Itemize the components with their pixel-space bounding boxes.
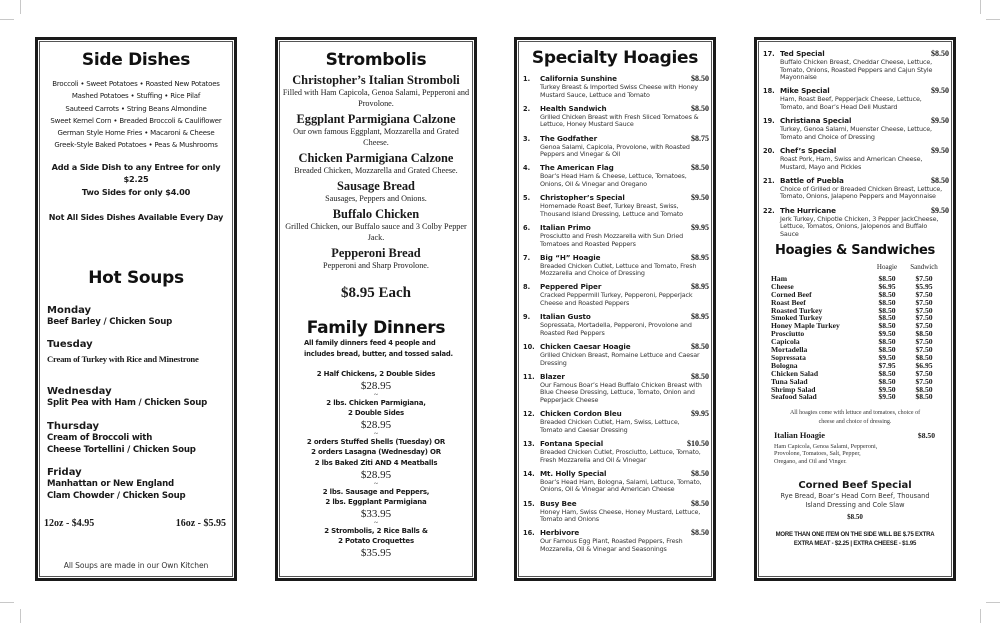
item-name: Mt. Holly Special [540, 468, 607, 478]
family-dinner-line: 2 lbs. Sausage and Peppers, [322, 487, 430, 496]
item-number: 3. [523, 134, 531, 143]
item-desc: Breaded Chicken Cutlet, Prosciutto, Lettuce, Tomato, Fresh Mozzarella and Oil & Vinegar [540, 447, 701, 464]
menu-item [523, 223, 709, 248]
item-desc: Prosciutto and Fresh Mozzarella with Sun Dried Tomatoes and Roasted Peppers [540, 231, 684, 248]
item-desc: Turkey, Genoa Salami, Muenster Cheese, Lettuce, Tomato and Choice of Dressing [780, 125, 932, 141]
row-sandwich-price: $5.95 [915, 281, 933, 291]
item-desc: Honey Ham, Swiss Cheese, Honey Mustard, Lettuce, Tomato and Onions [540, 507, 701, 524]
stromboli-item [278, 151, 474, 176]
stromboli-desc: Filled with Ham Capicola, Genoa Salami, Pepperoni and Provolone. [282, 88, 470, 108]
item-number: 7. [523, 253, 531, 262]
item-price: $8.50 [691, 74, 709, 83]
item-desc: Grilled Chicken Breast, Romaine Lettuce and Caesar Dressing [540, 351, 700, 367]
family-dinner-price: $28.95 [360, 379, 392, 392]
hoagies-note-line: All hoagies come with lettuce and tomatoes, choice of [789, 410, 921, 417]
stromboli-item [278, 73, 474, 109]
item-price: $8.50 [691, 371, 709, 381]
crop-mark [20, 0, 21, 14]
item-desc: Breaded Chicken Cutlet, Ham, Swiss, Lettuce, Tomato and Caesar Dressing [540, 418, 680, 434]
extras-note [757, 531, 953, 549]
item-name: Chicken Caesar Hoagie [540, 342, 631, 352]
item-name: Health Sandwich [540, 103, 607, 113]
item-price: $9.50 [931, 86, 949, 96]
item-price: $8.50 [691, 163, 709, 173]
soup-day-friday [47, 466, 230, 502]
item-name: Peppered Piper [540, 282, 602, 292]
item-number: 20. [763, 146, 775, 155]
hot-soups-title: Hot Soups [88, 268, 184, 288]
extras-line: MORE THAN ONE ITEM ON THE SIDE WILL BE $.75 EXTRA [775, 531, 935, 538]
item-desc: Genoa Salami, Capicola, Provolone, with Roasted Peppers and Vinegar & Oil [540, 142, 690, 159]
item-desc: Ham, Roast Beef, Pepperjack Cheese, Lettuce, Tomato, and Boar’s Head Deli Mustard [780, 95, 922, 111]
soups-footer: All Soups are made in our Own Kitchen [63, 561, 209, 570]
stromboli-desc: Grilled Chicken, our Buffalo sauce and 3 Colby Pepper Jack. [285, 222, 467, 242]
stromboli-name: Pepperoni Bread [331, 246, 421, 260]
corned-beef-title: Corned Beef Special [798, 479, 912, 491]
crop-mark [980, 0, 981, 14]
side-dishes-list [38, 78, 234, 152]
soup-day-text: Beef Barley / Chicken Soup [47, 317, 173, 327]
item-name: Italian Primo [540, 222, 591, 232]
row-hoagie-price: $8.50 [878, 273, 896, 283]
item-desc: Our Famous Egg Plant, Roasted Peppers, Fresh Mozzarella, Oil & Vinegar and Seasonings [540, 537, 683, 553]
row-hoagie-price: $8.50 [878, 321, 896, 331]
family-dinner-line: 2 lbs. Eggplant Parmigiana [325, 498, 427, 507]
item-name: Christopher’s Special [540, 193, 625, 203]
row-name: Capicola [771, 337, 800, 347]
item-number: 13. [523, 439, 535, 448]
item-name: Blazer [540, 371, 565, 381]
corned-beef-desc [757, 491, 953, 510]
family-dinner-item [278, 437, 474, 487]
item-number: 21. [763, 176, 775, 185]
soup-day-name: Monday [47, 305, 92, 316]
row-name: Tuna Salad [771, 376, 808, 386]
stromboli-name: Chicken Parmigiana Calzone [298, 151, 454, 165]
stromboli-name: Christopher’s Italian Stromboli [292, 73, 460, 87]
row-hoagie-price: $6.95 [878, 281, 896, 291]
soup-day-name: Thursday [47, 421, 100, 432]
family-dinner-line: 2 Strombolis, 2 Rice Balls & [324, 526, 428, 535]
menu-item [763, 146, 949, 171]
col-hoagie: Hoagie [876, 262, 898, 271]
specialty-hoagies-list [517, 74, 713, 554]
family-dinners-list [278, 369, 474, 559]
item-desc: Grilled Chicken Breast with Fresh Sliced Tomatoes & Lettuce, Honey Mustard Sauce [540, 112, 699, 129]
family-dinner-item [278, 369, 474, 398]
row-name: Smoked Turkey [771, 313, 823, 323]
menu-item [523, 342, 709, 367]
row-hoagie-price: $8.50 [878, 368, 896, 378]
family-intro-line: All family dinners feed 4 people and [304, 339, 436, 347]
item-desc: Our Famous Boar’s Head Buffalo Chicken Breast with Blue Cheese Dressing, Lettuce, Tomato, Onion and Pepperjack Cheese [540, 380, 702, 404]
italian-desc-line: Oregano, and Oil and Vinger. [774, 458, 847, 466]
item-price: $9.95 [691, 409, 709, 419]
item-number: 2. [523, 104, 531, 113]
item-price: $10.50 [687, 438, 709, 448]
item-name: Chef’s Special [780, 145, 837, 155]
side-dishes-line: Greek-Style Baked Potatoes • Peas & Mushrooms [54, 141, 218, 150]
family-dinner-line: 2 orders Lasagna (Wednesday) OR [311, 448, 441, 457]
menu-item [763, 49, 949, 82]
row-name: Chicken Salad [771, 368, 819, 378]
item-price: $8.50 [931, 49, 949, 58]
soup-size-small: 12oz - $4.95 [44, 518, 95, 529]
row-sandwich-price: $8.50 [915, 329, 933, 339]
hoagies-note [757, 409, 953, 426]
item-number: 4. [523, 164, 531, 173]
item-name: Big “H” Hoagie [540, 252, 601, 262]
price-table-header [757, 263, 953, 271]
family-dinner-price: $35.95 [360, 546, 392, 559]
soup-day-name: Tuesday [47, 339, 93, 350]
row-hoagie-price: $9.50 [878, 352, 896, 362]
italian-desc-line: Ham Capicola, Genoa Salami, Pepperoni, [774, 442, 878, 450]
row-sandwich-price: $7.50 [915, 368, 933, 378]
corned-beef-price: $8.50 [847, 512, 863, 521]
item-number: 10. [523, 343, 535, 352]
stromboli-desc: Breaded Chicken, Mozzarella and Grated Cheese. [294, 166, 458, 175]
menu-item [523, 163, 709, 188]
menu-item [523, 528, 709, 553]
stromboli-desc: Sausages, Peppers and Onions. [325, 194, 427, 203]
row-name: Shrimp Salad [771, 384, 816, 394]
item-desc: Boar’s Head Ham & Cheese, Lettuce, Tomatoes, Onions, Oil & Vinegar and Oregano [540, 172, 687, 188]
italian-hoagie-name: Italian Hoagie [774, 430, 825, 440]
item-desc: Buffalo Chicken Breast, Cheddar Cheese, Lettuce, Tomato, Onions, Roasted Peppers and Cajun Style Mayonnaise [780, 58, 933, 82]
crop-mark [0, 602, 14, 603]
row-name: Ham [771, 273, 788, 283]
family-intro-line: includes bread, butter, and tossed salad. [304, 349, 453, 358]
item-desc: Jerk Turkey, Chipotle Chicken, 3 Pepper JackCheese, Lettuce, Tomatos, Onions, Jalopenos and Buffalo Sauce [780, 214, 939, 238]
item-name: Chicken Cordon Bleu [540, 409, 622, 419]
menu-item [763, 176, 949, 201]
side-dishes-line: German Style Home Fries • Macaroni & Cheese [57, 129, 215, 138]
soup-day-name: Friday [47, 467, 82, 478]
separator-tilde: ~ [374, 518, 378, 527]
soup-sizes [44, 518, 226, 529]
stromboli-item [278, 112, 474, 148]
item-number: 14. [523, 469, 535, 478]
item-desc: Homemade Roast Beef, Turkey Breast, Swiss, Thousand Island Dressing, Lettuce and Tomato [540, 202, 683, 218]
item-desc: Choice of Grilled or Breaded Chicken Breast, Lettuce, Tomato, Onions, Jalapeno Peppers and Mayonnaise [780, 184, 943, 201]
row-hoagie-price: $8.50 [878, 337, 896, 347]
item-name: The Godfather [540, 133, 598, 143]
row-name: Sopressata [771, 352, 806, 362]
menu-item [523, 372, 709, 405]
soup-day-text: Manhattan or New England [47, 479, 174, 489]
stromboli-item [278, 246, 474, 271]
item-name: Italian Gusto [540, 312, 591, 322]
item-number: 16. [523, 529, 535, 538]
row-sandwich-price: $6.95 [915, 360, 933, 370]
price-table [757, 275, 953, 402]
family-dinner-price: $28.95 [360, 418, 392, 431]
row-name: Cheese [771, 281, 794, 291]
stromboli-desc: Pepperoni and Sharp Provolone. [323, 261, 429, 270]
item-price: $9.50 [931, 145, 949, 155]
menu-item [523, 134, 709, 159]
item-name: Fontana Special [540, 438, 604, 448]
separator-tilde: ~ [374, 429, 378, 438]
item-desc: Turkey Breast & Imported Swiss Cheese with Honey Mustard Sauce, Lettuce and Tomato [540, 83, 698, 99]
side-dishes-line: Broccoli • Sweet Potatoes • Roasted New Potatoes [52, 80, 220, 88]
row-sandwich-price: $7.50 [915, 376, 933, 386]
item-name: Busy Bee [540, 498, 577, 508]
italian-desc-line: Provolone, Tomatoes, Salt, Pepper, [774, 450, 861, 458]
item-number: 19. [763, 117, 775, 126]
strombolis-price: $8.95 Each [340, 285, 411, 301]
item-number: 11. [523, 372, 535, 381]
italian-hoagie [757, 431, 953, 440]
stromboli-name: Eggplant Parmigiana Calzone [296, 112, 456, 126]
panel-hoagies-sandwiches [754, 37, 956, 581]
row-hoagie-price: $8.50 [878, 297, 896, 307]
soup-day-wednesday [47, 385, 230, 410]
row-sandwich-price: $8.50 [915, 392, 933, 402]
stromboli-item [278, 179, 474, 204]
row-hoagie-price: $9.50 [878, 392, 896, 402]
italian-hoagie-desc [757, 440, 953, 466]
family-dinner-line: 2 lbs Baked Ziti AND 4 Meatballs [314, 458, 438, 467]
row-sandwich-price: $7.50 [915, 313, 933, 323]
row-name: Roast Beef [771, 297, 806, 307]
item-price: $8.50 [691, 103, 709, 113]
stromboli-name: Sausage Bread [337, 179, 415, 193]
side-offer-line: Add a Side Dish to any Entree for only $2.25 [51, 161, 221, 185]
item-desc: Roast Pork, Ham, Swiss and American Cheese, Mustard, Mayo and Pickles [780, 154, 923, 171]
family-dinner-line: 2 orders Stuffed Shells (Tuesday) OR [306, 437, 446, 446]
item-price: $8.95 [691, 282, 709, 292]
corned-beef-desc-line: Rye Bread, Boar’s Head Corn Beef, Thousand [780, 491, 930, 500]
item-number: 6. [523, 223, 531, 232]
corned-beef-desc-line: Island Dressing and Cole Slaw [805, 500, 905, 509]
row-sandwich-price: $7.50 [915, 345, 933, 355]
family-dinner-line: 2 Potato Croquettes [338, 537, 414, 546]
more-specials-list [757, 49, 953, 238]
panel-sides-soups [35, 37, 237, 581]
menu-item [763, 116, 949, 141]
row-name: Roasted Turkey [771, 305, 823, 315]
row-sandwich-price: $7.50 [915, 321, 933, 331]
hoagies-note-line: cheese and choice of dressing. [818, 418, 892, 425]
item-number: 22. [763, 206, 775, 215]
row-sandwich-price: $7.50 [915, 273, 933, 283]
item-name: Ted Special [780, 49, 825, 58]
italian-hoagie-price: $8.50 [917, 430, 935, 440]
item-price: $8.50 [691, 342, 709, 352]
hoagies-sandwiches-title: Hoagies & Sandwiches [775, 242, 935, 258]
item-price: $8.50 [931, 175, 949, 185]
row-hoagie-price: $8.50 [878, 289, 896, 299]
soup-day-name: Wednesday [47, 386, 112, 397]
separator-tilde: ~ [374, 479, 378, 488]
row-hoagie-price: $8.50 [878, 305, 896, 315]
item-price: $8.50 [691, 468, 709, 478]
item-price: $9.95 [691, 222, 709, 232]
separator-tilde: ~ [374, 390, 378, 399]
row-name: Bologna [771, 360, 798, 370]
row-hoagie-price: $9.50 [878, 384, 896, 394]
row-name: Seafood Salad [771, 392, 817, 402]
soup-size-large: 16oz - $5.95 [175, 518, 226, 529]
row-name: Honey Maple Turkey [771, 321, 840, 331]
row-sandwich-price: $7.50 [915, 289, 933, 299]
item-price: $9.50 [931, 205, 949, 215]
menu-item [523, 469, 709, 494]
menu-item [763, 206, 949, 239]
side-dishes-note: Not All Sides Dishes Available Every Day [48, 212, 224, 222]
side-dishes-line: Mashed Potatoes • Stuffing • Rice Pilaf [71, 92, 201, 101]
item-number: 5. [523, 194, 531, 203]
item-desc: Breaded Chicken Cutlet, Lettuce and Tomato, Fresh Mozzarella and Choice of Dressing [540, 261, 697, 278]
menu-item [523, 409, 709, 434]
crop-mark [986, 602, 1000, 603]
item-number: 9. [523, 313, 531, 322]
row-name: Prosciutto [771, 329, 805, 339]
family-dinner-line: 2 lbs. Chicken Parmigiana, [326, 398, 426, 407]
row-name: Mortadella [771, 345, 808, 355]
soup-day-tuesday [47, 338, 230, 366]
soup-day-text: Split Pea with Ham / Chicken Soup [47, 398, 208, 408]
crop-mark [980, 609, 981, 623]
item-number: 1. [523, 75, 531, 83]
crop-mark [20, 609, 21, 623]
table-row [757, 393, 953, 401]
item-price: $8.95 [691, 252, 709, 262]
item-price: $8.75 [691, 133, 709, 143]
family-dinner-price: $33.95 [360, 507, 392, 520]
item-number: 17. [763, 50, 775, 58]
family-dinner-price: $28.95 [360, 468, 392, 481]
menu-item [523, 499, 709, 524]
item-number: 15. [523, 499, 535, 508]
item-name: Battle of Puebla [780, 175, 844, 185]
item-desc: Sopressata, Mortadella, Pepperoni, Provolone and Roasted Red Peppers [540, 321, 692, 337]
item-name: Christiana Special [780, 116, 852, 126]
crop-mark [986, 19, 1000, 20]
soup-day-text: Cheese Tortellini / Chicken Soup [47, 444, 196, 455]
menu-item [523, 104, 709, 129]
item-name: The Hurricane [780, 205, 836, 215]
row-sandwich-price: $8.50 [915, 352, 933, 362]
item-price: $8.50 [691, 498, 709, 508]
extras-line: EXTRA MEAT - $2.25 | EXTRA CHEESE - $1.95 [793, 540, 917, 547]
item-number: 18. [763, 87, 775, 96]
item-name: Mike Special [780, 86, 830, 96]
soup-day-text: Cream of Broccoli with [47, 433, 153, 443]
soup-day-monday [47, 304, 230, 329]
menu-item [523, 282, 709, 307]
family-dinner-item [278, 526, 474, 559]
side-dishes-title: Side Dishes [81, 50, 191, 70]
item-name: California Sunshine [540, 74, 617, 83]
family-dinners-title: Family Dinners [306, 318, 446, 338]
row-hoagie-price: $8.50 [878, 376, 896, 386]
side-offer-line: Two Sides for only $4.00 [81, 186, 191, 197]
row-hoagie-price: $9.50 [878, 329, 896, 339]
family-dinner-item [278, 398, 474, 437]
family-dinner-line: 2 Half Chickens, 2 Double Sides [316, 370, 436, 378]
menu-item [523, 439, 709, 464]
menu-item [763, 86, 949, 111]
menu-item [523, 74, 709, 99]
soup-day-thursday [47, 420, 230, 456]
menu-item [523, 193, 709, 218]
row-sandwich-price: $7.50 [915, 305, 933, 315]
family-dinner-item [278, 487, 474, 526]
item-desc: Boar’s Head Ham, Bologna, Salami, Lettuce, Tomato, Onions, Oil & Vinegar and American Cheese [540, 477, 702, 494]
side-dishes-line: Sweet Kernel Corn • Breaded Broccoli & Cauliflower [50, 116, 222, 125]
item-price: $9.50 [931, 116, 949, 126]
family-dinners-intro [278, 338, 474, 359]
strombolis-title: Strombolis [325, 50, 427, 70]
soup-day-text: Clam Chowder / Chicken Soup [47, 490, 186, 501]
panel-specialty-hoagies [514, 37, 716, 581]
item-desc: Cracked Peppermill Turkey, Pepperoni, Pepperjack Cheese and Roasted Peppers [540, 291, 693, 308]
row-name: Corned Beef [771, 289, 812, 299]
item-price: $8.95 [691, 312, 709, 322]
row-sandwich-price: $7.50 [915, 337, 933, 347]
strombolis-list [278, 73, 474, 271]
row-sandwich-price: $8.50 [915, 384, 933, 394]
side-dish-offer [38, 161, 234, 199]
menu-item [523, 253, 709, 278]
panel-strombolis-family [275, 37, 477, 581]
family-dinner-line: 2 Double Sides [347, 409, 405, 418]
crop-mark [0, 19, 14, 20]
stromboli-item [278, 207, 474, 243]
specialty-hoagies-title: Specialty Hoagies [531, 48, 699, 68]
item-price: $8.50 [691, 528, 709, 538]
side-dishes-line: Sauteed Carrots • String Beans Almondine [65, 104, 207, 113]
row-sandwich-price: $7.50 [915, 297, 933, 307]
row-hoagie-price: $8.50 [878, 345, 896, 355]
row-hoagie-price: $8.50 [878, 313, 896, 323]
item-number: 12. [523, 410, 535, 419]
item-price: $9.50 [691, 193, 709, 203]
item-name: Herbivore [540, 528, 580, 538]
col-sandwich: Sandwich [910, 262, 938, 271]
soup-day-text: Cream of Turkey with Rice and Minestrone [47, 354, 199, 364]
menu-item [523, 312, 709, 337]
row-hoagie-price: $7.95 [878, 360, 896, 370]
item-number: 8. [523, 283, 531, 292]
stromboli-desc: Our own famous Eggplant, Mozzarella and Grated Cheese. [293, 127, 459, 147]
stromboli-name: Buffalo Chicken [332, 207, 420, 221]
item-name: The American Flag [540, 163, 614, 173]
